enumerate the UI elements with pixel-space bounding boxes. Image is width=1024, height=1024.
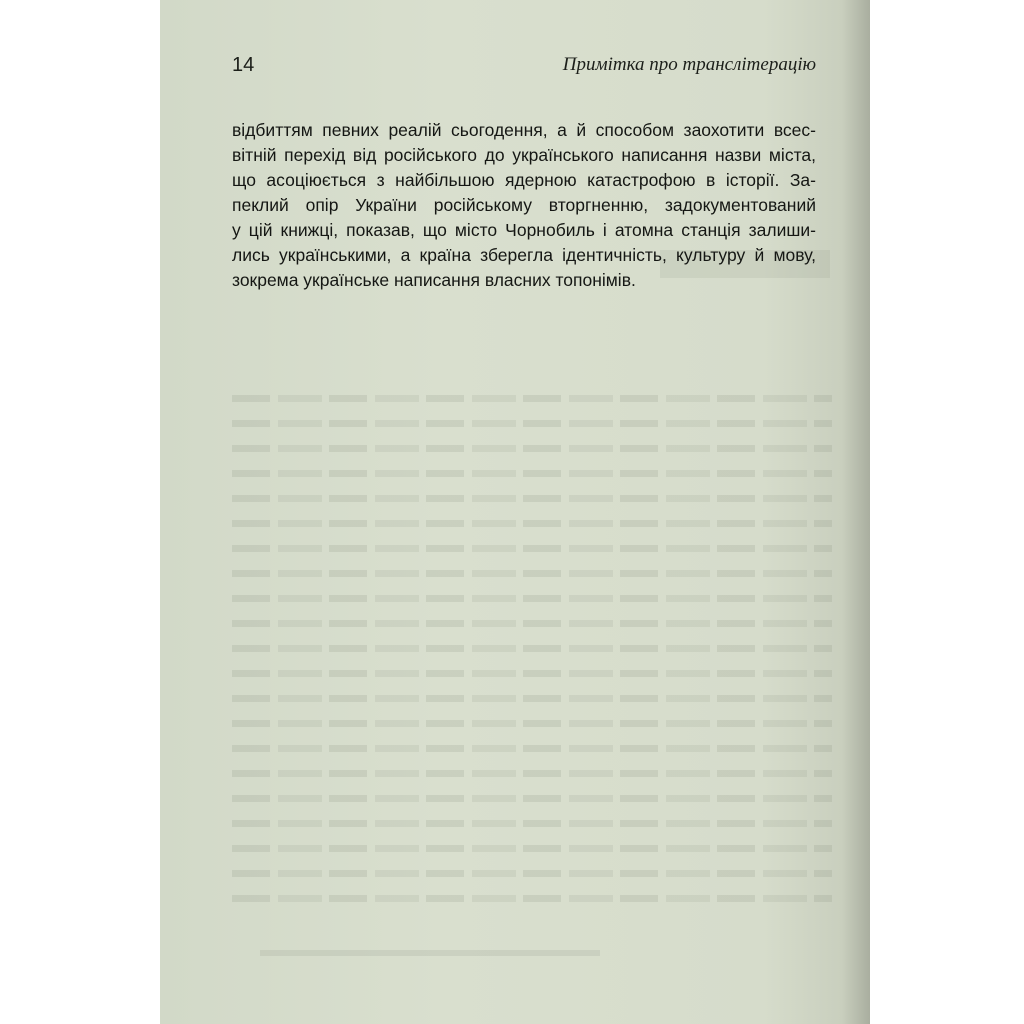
show-through-line bbox=[232, 395, 832, 402]
show-through-line bbox=[232, 595, 832, 602]
show-through-line bbox=[232, 720, 832, 727]
show-through-line bbox=[232, 520, 832, 527]
text-line: вітній перехід від російського до українського написання назви міста, bbox=[232, 145, 816, 165]
show-through-line bbox=[232, 795, 832, 802]
show-through-line bbox=[232, 620, 832, 627]
show-through-line bbox=[232, 695, 832, 702]
show-through-line bbox=[232, 895, 832, 902]
show-through-line bbox=[232, 570, 832, 577]
text-line: у цій книжці, показав, що місто Чорнобиль і атомна станція залиши- bbox=[232, 220, 816, 240]
page-number: 14 bbox=[232, 54, 255, 76]
show-through-line bbox=[232, 745, 832, 752]
show-through-line bbox=[232, 770, 832, 777]
show-through-line bbox=[232, 420, 832, 427]
book-page bbox=[160, 0, 870, 1024]
text-line: пеклий опір України російському вторгненню, задокументований bbox=[232, 195, 816, 215]
text-line: зокрема українське написання власних топонімів. bbox=[232, 270, 636, 290]
text-line: лись українськими, а країна зберегла ідентичність, культуру й мову, bbox=[232, 245, 816, 265]
show-through-line bbox=[232, 845, 832, 852]
show-through-text bbox=[232, 395, 832, 955]
text-line: відбиттям певних реалій сьогодення, а й способом заохотити всес- bbox=[232, 120, 816, 140]
show-through-line bbox=[232, 870, 832, 877]
show-through-footnote bbox=[260, 950, 600, 956]
show-through-line bbox=[232, 645, 832, 652]
show-through-line bbox=[232, 820, 832, 827]
page-header bbox=[232, 50, 816, 80]
show-through-line bbox=[232, 470, 832, 477]
show-through-line bbox=[232, 495, 832, 502]
show-through-line bbox=[232, 670, 832, 677]
show-through-line bbox=[232, 545, 832, 552]
body-paragraph bbox=[232, 118, 816, 293]
running-head: Примітка про транслітерацію bbox=[562, 54, 816, 75]
show-through-line bbox=[232, 445, 832, 452]
text-line: що асоціюється з найбільшою ядерною катастрофою в історії. За- bbox=[232, 170, 816, 190]
